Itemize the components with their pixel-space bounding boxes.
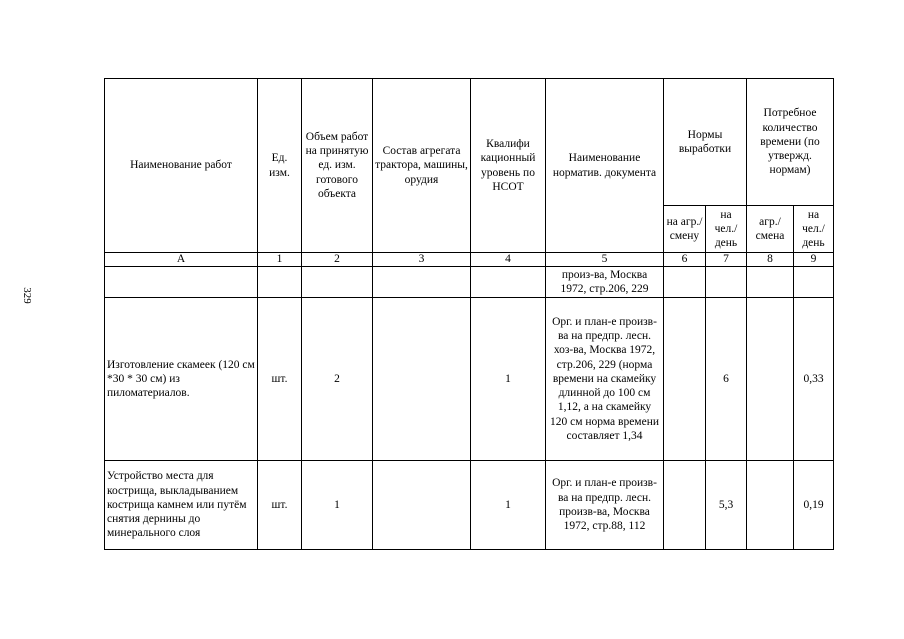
work-norms-table (104, 78, 834, 550)
cell-document: произ-ва, Москва 1972, стр.206, 229 (546, 267, 664, 298)
cell-norm-agr (664, 267, 706, 298)
cell-document: Орг. и план-е произв-ва на предпр. лесн. произв-ва, Москва 1972, стр.88, 112 (546, 461, 664, 550)
cell-time-person: 0,19 (794, 461, 834, 550)
subheader-norms-person: на чел./ день (706, 206, 747, 253)
header-norms-group: Нормы выработки (664, 79, 747, 206)
table-row (105, 298, 834, 461)
cell-volume (302, 267, 373, 298)
cell-aggregate (373, 267, 471, 298)
cell-time-agr (747, 461, 794, 550)
cell-qualification: 1 (471, 461, 546, 550)
cell-norm-agr (664, 298, 706, 461)
column-index: 5 (546, 253, 664, 267)
cell-norm-person (706, 267, 747, 298)
cell-volume: 2 (302, 298, 373, 461)
column-index: 1 (258, 253, 302, 267)
cell-qualification (471, 267, 546, 298)
cell-norm-person: 5,3 (706, 461, 747, 550)
header-row (105, 79, 834, 206)
header-volume: Объем работ на принятую ед. изм. готового объекта (302, 79, 373, 253)
column-index-row (105, 253, 834, 267)
cell-name (105, 267, 258, 298)
column-index: 3 (373, 253, 471, 267)
cell-unit (258, 267, 302, 298)
column-index: 8 (747, 253, 794, 267)
column-index: 2 (302, 253, 373, 267)
cell-unit: шт. (258, 298, 302, 461)
cell-name: Изготовление скамеек (120 см *30 * 30 см) из пиломатериалов. (105, 298, 258, 461)
cell-time-agr (747, 267, 794, 298)
header-name: Наименование работ (105, 79, 258, 253)
cell-time-person (794, 267, 834, 298)
cell-time-agr (747, 298, 794, 461)
cell-document: Орг. и план-е произв-ва на предпр. лесн. хоз-ва, Москва 1972, стр.206, 229 (норма времени на скамейку длинной до 100 см 1,12, а на скамейку 120 см норма времени составляет 1,34 (546, 298, 664, 461)
column-index: А (105, 253, 258, 267)
subheader-norms-agr: на агр./ смену (664, 206, 706, 253)
column-index: 4 (471, 253, 546, 267)
cell-name: Устройство места для кострища, выкладыванием кострища камнем или путём снятия дернины до минерального слоя (105, 461, 258, 550)
column-index: 9 (794, 253, 834, 267)
header-time-group: Потребное количество времени (по утвержд. нормам) (747, 79, 834, 206)
table-row (105, 461, 834, 550)
subheader-time-person: на чел./ день (794, 206, 834, 253)
cell-aggregate (373, 461, 471, 550)
cell-qualification: 1 (471, 298, 546, 461)
column-index: 7 (706, 253, 747, 267)
header-aggregate: Состав агрегата трактора, машины, орудия (373, 79, 471, 253)
cell-time-person: 0,33 (794, 298, 834, 461)
cell-norm-person: 6 (706, 298, 747, 461)
header-document: Наименование норматив. документа (546, 79, 664, 253)
page-number: 329 (20, 287, 33, 304)
header-qualification: Квалифи кационный уровень по НСОТ (471, 79, 546, 253)
subheader-time-agr: агр./ смена (747, 206, 794, 253)
cell-aggregate (373, 298, 471, 461)
cell-volume: 1 (302, 461, 373, 550)
cell-unit: шт. (258, 461, 302, 550)
cell-norm-agr (664, 461, 706, 550)
header-unit: Ед. изм. (258, 79, 302, 253)
table-row (105, 267, 834, 298)
column-index: 6 (664, 253, 706, 267)
